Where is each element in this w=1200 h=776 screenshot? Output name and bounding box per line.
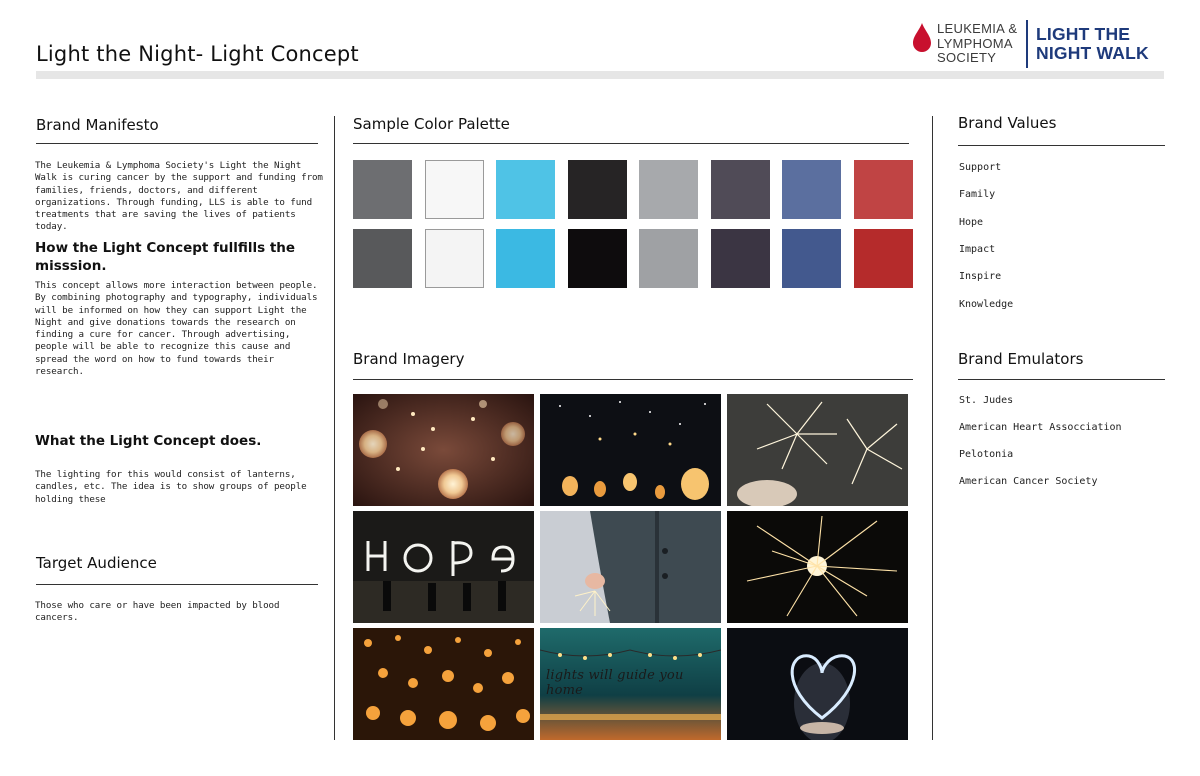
color-swatch <box>425 160 484 219</box>
emulators-rule <box>958 379 1165 380</box>
color-swatch <box>568 160 627 219</box>
lls-light-the-night-logo <box>910 20 1170 70</box>
lls-line-2: LYMPHOMA <box>937 35 1013 51</box>
title-underline-bar <box>36 71 1164 79</box>
sparkler-burst-image <box>727 511 908 623</box>
color-swatch <box>568 229 627 288</box>
emulators-heading: Brand Emulators <box>958 350 1084 368</box>
coat-sparkler-image <box>540 511 721 623</box>
value-item: Family <box>959 189 996 200</box>
manifesto-rule <box>36 143 318 144</box>
palette-heading: Sample Color Palette <box>353 115 510 133</box>
imagery-rule <box>353 379 913 380</box>
color-swatch <box>711 160 770 219</box>
sparkler-image <box>727 394 908 506</box>
color-swatch <box>854 160 913 219</box>
left-column-divider <box>334 116 335 740</box>
value-item: Impact <box>959 244 996 255</box>
lls-wordmark <box>937 22 1017 66</box>
color-swatch <box>782 229 841 288</box>
hope-lightpainting-image <box>353 511 534 623</box>
page-title: Light the Night- Light Concept <box>36 42 359 66</box>
audience-heading: Target Audience <box>36 554 157 572</box>
lanterns-bokeh-image <box>353 394 534 506</box>
color-swatch <box>854 229 913 288</box>
imagery-heading: Brand Imagery <box>353 350 465 368</box>
lights-will-guide-you-home-image <box>540 628 721 740</box>
color-swatch <box>353 229 412 288</box>
color-swatch <box>639 160 698 219</box>
emulator-item: St. Judes <box>959 395 1014 406</box>
audience-text: Those who care or have been impacted by blood cancers. <box>35 600 280 624</box>
floating-lanterns-image <box>540 394 721 506</box>
color-swatch <box>711 229 770 288</box>
lls-line-3: SOCIETY <box>937 50 997 65</box>
light-the-night-walk-wordmark <box>1036 25 1149 63</box>
value-item: Knowledge <box>959 299 1014 310</box>
sky-lanterns-image <box>353 628 534 740</box>
walk-line-2: NIGHT WALK <box>1036 43 1149 63</box>
color-swatch <box>425 229 484 288</box>
values-rule <box>958 145 1165 146</box>
manifesto-text: The Leukemia & Lymphoma Society's Light the Night Walk is curing cancer by the support and funding from families, friends, doctors, and different organizations. Through funding, LLS is able to fund treatments that are saving the lives of patients today. <box>35 160 323 233</box>
emulator-item: American Heart Assocciation <box>959 422 1122 433</box>
values-heading: Brand Values <box>958 114 1057 132</box>
fulfills-heading: How the Light Concept fullfills the misssion. <box>35 240 296 274</box>
right-column-divider <box>932 116 933 740</box>
palette-rule <box>353 143 909 144</box>
light-heart-image <box>727 628 908 740</box>
audience-rule <box>36 584 318 585</box>
does-heading: What the Light Concept does. <box>35 433 262 449</box>
value-item: Support <box>959 162 1002 173</box>
color-swatch <box>639 229 698 288</box>
blood-drop-icon <box>912 22 932 52</box>
walk-line-1: LIGHT THE <box>1036 24 1131 44</box>
fulfills-text: This concept allows more interaction between people. By combining photography and typography, individuals will be informed on how they can support Light the Night and give donations towards the research on finding a cure for cancer. Through advertising, people will be able to recognize this cause and spread the word on how to fund towards their research. <box>35 280 318 378</box>
emulator-item: American Cancer Society <box>959 476 1098 487</box>
imagery-caption: lights will guide you home <box>546 668 684 698</box>
color-swatch <box>353 160 412 219</box>
value-item: Inspire <box>959 271 1002 282</box>
manifesto-heading: Brand Manifesto <box>36 116 159 134</box>
logo-divider <box>1026 20 1028 68</box>
emulator-item: Pelotonia <box>959 449 1014 460</box>
color-swatch <box>782 160 841 219</box>
value-item: Hope <box>959 217 984 228</box>
color-swatch <box>496 160 555 219</box>
color-swatch <box>496 229 555 288</box>
does-text: The lighting for this would consist of lanterns, candles, etc. The idea is to show groups of people holding these <box>35 469 307 505</box>
lls-line-1: LEUKEMIA & <box>937 21 1018 36</box>
